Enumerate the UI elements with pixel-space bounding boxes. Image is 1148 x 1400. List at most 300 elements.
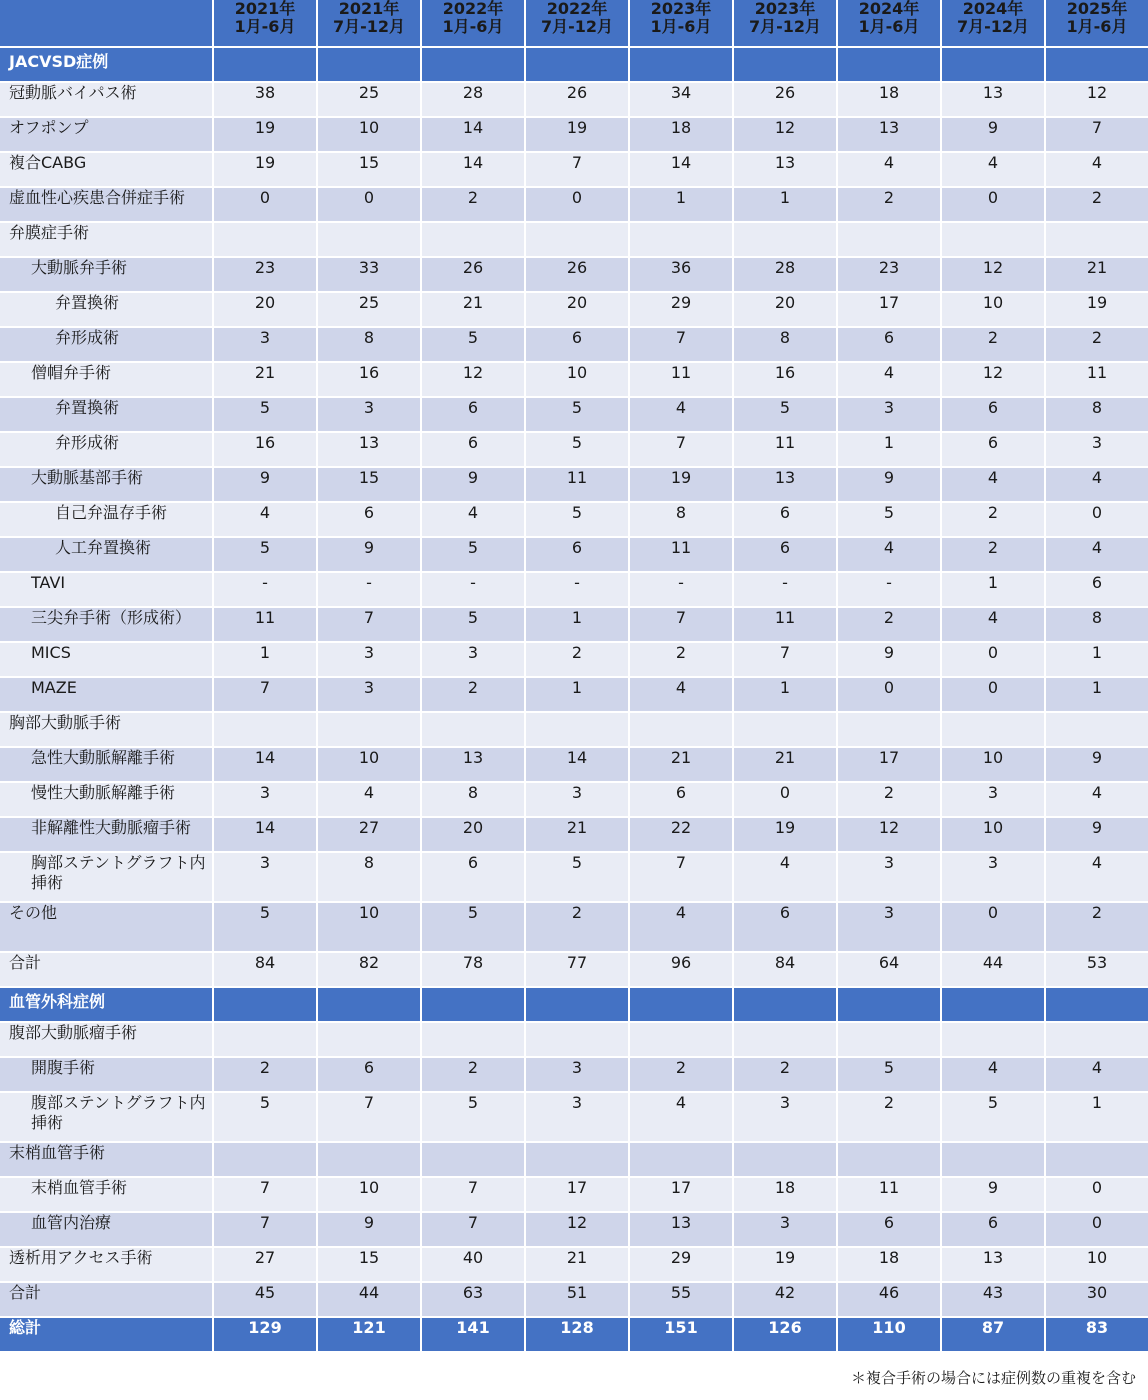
value-cell: 11 (214, 608, 316, 641)
period-header (1046, 0, 1148, 46)
table-row (0, 363, 1148, 396)
value-cell: 7 (734, 643, 836, 676)
value-cell: 27 (318, 818, 420, 851)
row-label: 大動脈弁手術 (0, 258, 212, 291)
section-header-cell (838, 48, 940, 81)
section-header-cell (318, 48, 420, 81)
value-cell: 4 (942, 1058, 1044, 1091)
value-cell: 96 (630, 953, 732, 986)
value-cell: 3 (526, 1058, 628, 1091)
value-cell: 4 (942, 468, 1044, 501)
value-cell: 55 (630, 1283, 732, 1316)
value-cell: 15 (318, 1248, 420, 1281)
value-cell: 9 (1046, 748, 1148, 781)
value-cell: 20 (214, 293, 316, 326)
section-header-jacvsd (0, 48, 1148, 81)
value-cell: 9 (838, 468, 940, 501)
grand-total-label: 総計 (0, 1318, 212, 1351)
value-cell (942, 1143, 1044, 1176)
row-label: 弁形成術 (0, 328, 212, 361)
table-row (0, 468, 1148, 501)
value-cell: 23 (214, 258, 316, 291)
value-cell: 13 (630, 1213, 732, 1246)
section-title: JACVSD症例 (0, 48, 212, 81)
value-cell: 6 (422, 398, 524, 431)
value-cell: 25 (318, 293, 420, 326)
value-cell: 11 (734, 608, 836, 641)
value-cell (838, 223, 940, 256)
value-cell: 12 (422, 363, 524, 396)
value-cell: 26 (734, 83, 836, 116)
value-cell: 13 (734, 153, 836, 186)
value-cell: - (630, 573, 732, 606)
period-year: 2024年 (962, 0, 1024, 18)
table-row (0, 713, 1148, 746)
section-header-cell (734, 988, 836, 1021)
row-label: 胸部ステントグラフト内挿術 (0, 853, 212, 901)
section-header-cell (942, 48, 1044, 81)
value-cell: 46 (838, 1283, 940, 1316)
value-cell: 13 (422, 748, 524, 781)
value-cell: 26 (422, 258, 524, 291)
row-label: その他 (0, 903, 212, 951)
value-cell: 16 (214, 433, 316, 466)
value-cell: 21 (526, 1248, 628, 1281)
value-cell (838, 713, 940, 746)
value-cell (422, 223, 524, 256)
section-header-cell (1046, 988, 1148, 1021)
value-cell: 18 (630, 118, 732, 151)
value-cell: 7 (1046, 118, 1148, 151)
section-title: 血管外科症例 (0, 988, 212, 1021)
value-cell: 0 (942, 678, 1044, 711)
value-cell: 2 (526, 903, 628, 951)
value-cell: 33 (318, 258, 420, 291)
row-label: 弁形成術 (0, 433, 212, 466)
value-cell: 28 (422, 83, 524, 116)
value-cell: 63 (422, 1283, 524, 1316)
value-cell: 16 (734, 363, 836, 396)
value-cell: 2 (838, 783, 940, 816)
value-cell: 4 (838, 363, 940, 396)
row-label: 胸部大動脈手術 (0, 713, 212, 746)
value-cell: 7 (526, 153, 628, 186)
value-cell: 2 (1046, 188, 1148, 221)
value-cell: - (838, 573, 940, 606)
grand-total-cell: 110 (838, 1318, 940, 1351)
value-cell: 21 (422, 293, 524, 326)
value-cell: 4 (1046, 1058, 1148, 1091)
value-cell (422, 1023, 524, 1056)
row-label: 冠動脈バイパス術 (0, 83, 212, 116)
value-cell: 4 (630, 398, 732, 431)
value-cell: 6 (838, 328, 940, 361)
value-cell: 2 (1046, 903, 1148, 951)
period-months: 7月-12月 (956, 17, 1030, 36)
table-row (0, 258, 1148, 291)
table-row (0, 1143, 1148, 1176)
header-corner (0, 0, 212, 46)
value-cell: 10 (1046, 1248, 1148, 1281)
table-row (0, 953, 1148, 986)
value-cell: 7 (214, 1178, 316, 1211)
section-header-cell (422, 48, 524, 81)
value-cell: 5 (526, 433, 628, 466)
value-cell: 18 (838, 83, 940, 116)
table-row (0, 1058, 1148, 1091)
period-months: 7月-12月 (540, 17, 614, 36)
row-label: TAVI (0, 573, 212, 606)
value-cell: 19 (526, 118, 628, 151)
value-cell (1046, 1143, 1148, 1176)
value-cell: 26 (526, 258, 628, 291)
footnote: ＊複合手術の場合には症例数の重複を含む (850, 1369, 1136, 1387)
value-cell: 17 (526, 1178, 628, 1211)
period-header (214, 0, 316, 46)
value-cell: 14 (214, 748, 316, 781)
value-cell (734, 1023, 836, 1056)
period-year: 2022年 (546, 0, 608, 18)
value-cell: 3 (214, 783, 316, 816)
value-cell: 21 (630, 748, 732, 781)
row-label: 透析用アクセス手術 (0, 1248, 212, 1281)
value-cell: 11 (838, 1178, 940, 1211)
row-label: 虚血性心疾患合併症手術 (0, 188, 212, 221)
row-label: 弁置換術 (0, 398, 212, 431)
value-cell (214, 1143, 316, 1176)
value-cell: 2 (214, 1058, 316, 1091)
value-cell: 3 (838, 853, 940, 901)
value-cell: 8 (422, 783, 524, 816)
value-cell: 6 (734, 903, 836, 951)
grand-total-cell: 151 (630, 1318, 732, 1351)
section-header-cell (318, 988, 420, 1021)
value-cell: 2 (422, 1058, 524, 1091)
table-row (0, 433, 1148, 466)
value-cell: 64 (838, 953, 940, 986)
value-cell: 0 (942, 903, 1044, 951)
table-row (0, 783, 1148, 816)
value-cell: 11 (526, 468, 628, 501)
value-cell: 84 (734, 953, 836, 986)
value-cell: 12 (734, 118, 836, 151)
section-header-cell (422, 988, 524, 1021)
value-cell (942, 1023, 1044, 1056)
value-cell: 30 (1046, 1283, 1148, 1316)
value-cell: 0 (838, 678, 940, 711)
value-cell: 5 (214, 903, 316, 951)
value-cell (838, 1143, 940, 1176)
table-row (0, 1093, 1148, 1141)
value-cell: 10 (942, 293, 1044, 326)
value-cell: 42 (734, 1283, 836, 1316)
value-cell: 11 (734, 433, 836, 466)
table-row (0, 678, 1148, 711)
value-cell (526, 713, 628, 746)
row-label: 自己弁温存手術 (0, 503, 212, 536)
value-cell: 18 (838, 1248, 940, 1281)
value-cell: 19 (630, 468, 732, 501)
table-row (0, 573, 1148, 606)
grand-total-cell: 129 (214, 1318, 316, 1351)
value-cell: 5 (838, 503, 940, 536)
value-cell (942, 223, 1044, 256)
row-label: 弁置換術 (0, 293, 212, 326)
value-cell: 20 (422, 818, 524, 851)
grand-total-cell: 128 (526, 1318, 628, 1351)
value-cell: 11 (630, 538, 732, 571)
value-cell: 28 (734, 258, 836, 291)
value-cell: 13 (942, 83, 1044, 116)
value-cell: 53 (1046, 953, 1148, 986)
value-cell (318, 1023, 420, 1056)
value-cell: 4 (942, 153, 1044, 186)
value-cell (214, 1023, 316, 1056)
value-cell: 3 (422, 643, 524, 676)
table-row (0, 748, 1148, 781)
value-cell: 5 (214, 398, 316, 431)
value-cell: 6 (422, 853, 524, 901)
row-label: 腹部ステントグラフト内挿術 (0, 1093, 212, 1141)
value-cell: 9 (838, 643, 940, 676)
value-cell: 25 (318, 83, 420, 116)
value-cell: 16 (318, 363, 420, 396)
row-label: 複合CABG (0, 153, 212, 186)
grand-total-cell: 87 (942, 1318, 1044, 1351)
value-cell: 2 (942, 328, 1044, 361)
value-cell: 7 (318, 608, 420, 641)
value-cell: 5 (942, 1093, 1044, 1141)
value-cell: 2 (630, 1058, 732, 1091)
value-cell: 27 (214, 1248, 316, 1281)
value-cell: 2 (630, 643, 732, 676)
value-cell: 38 (214, 83, 316, 116)
value-cell: 12 (942, 258, 1044, 291)
value-cell: 7 (630, 853, 732, 901)
value-cell: 17 (630, 1178, 732, 1211)
value-cell: 1 (630, 188, 732, 221)
table-row (0, 853, 1148, 901)
value-cell: 2 (838, 608, 940, 641)
section-header-cell (838, 988, 940, 1021)
value-cell: 5 (838, 1058, 940, 1091)
row-label: 大動脈基部手術 (0, 468, 212, 501)
value-cell: 1 (214, 643, 316, 676)
value-cell: 7 (422, 1178, 524, 1211)
value-cell: 0 (318, 188, 420, 221)
period-header (526, 0, 628, 46)
value-cell: 1 (1046, 678, 1148, 711)
value-cell: 9 (318, 538, 420, 571)
value-cell: 2 (422, 188, 524, 221)
period-header (838, 0, 940, 46)
value-cell: - (318, 573, 420, 606)
value-cell: 4 (422, 503, 524, 536)
value-cell: 3 (526, 783, 628, 816)
value-cell: 3 (942, 783, 1044, 816)
value-cell: 5 (422, 538, 524, 571)
value-cell: 2 (838, 188, 940, 221)
value-cell: 14 (630, 153, 732, 186)
section-header-vascular (0, 988, 1148, 1021)
value-cell (734, 223, 836, 256)
table-row (0, 83, 1148, 116)
value-cell: 84 (214, 953, 316, 986)
row-label: 弁膜症手術 (0, 223, 212, 256)
value-cell: 23 (838, 258, 940, 291)
value-cell: 1 (526, 608, 628, 641)
row-label: MAZE (0, 678, 212, 711)
row-label: 僧帽弁手術 (0, 363, 212, 396)
value-cell: 21 (1046, 258, 1148, 291)
section-header-cell (526, 988, 628, 1021)
value-cell: 0 (1046, 1213, 1148, 1246)
value-cell (422, 713, 524, 746)
value-cell: 19 (214, 153, 316, 186)
table-row (0, 293, 1148, 326)
grand-total-row (0, 1318, 1148, 1351)
value-cell: 17 (838, 748, 940, 781)
period-months: 1月-6月 (858, 17, 920, 36)
row-label: 腹部大動脈瘤手術 (0, 1023, 212, 1056)
value-cell: 8 (1046, 608, 1148, 641)
value-cell: 6 (838, 1213, 940, 1246)
value-cell (630, 1023, 732, 1056)
value-cell: 4 (318, 783, 420, 816)
value-cell: 8 (318, 853, 420, 901)
period-header (734, 0, 836, 46)
value-cell: 12 (942, 363, 1044, 396)
table-row (0, 1248, 1148, 1281)
value-cell: 3 (942, 853, 1044, 901)
value-cell: 4 (1046, 783, 1148, 816)
value-cell: 3 (526, 1093, 628, 1141)
value-cell: 5 (526, 503, 628, 536)
value-cell: 5 (422, 1093, 524, 1141)
period-months: 7月-12月 (332, 17, 406, 36)
value-cell: 8 (318, 328, 420, 361)
value-cell: 10 (318, 1178, 420, 1211)
value-cell: 43 (942, 1283, 1044, 1316)
table-row (0, 1023, 1148, 1056)
value-cell: 11 (1046, 363, 1148, 396)
value-cell: 78 (422, 953, 524, 986)
value-cell (526, 223, 628, 256)
value-cell: 5 (214, 538, 316, 571)
value-cell: 9 (942, 1178, 1044, 1211)
period-header (942, 0, 1044, 46)
row-label: 合計 (0, 953, 212, 986)
value-cell: 6 (318, 1058, 420, 1091)
period-year: 2024年 (858, 0, 920, 18)
value-cell: 12 (526, 1213, 628, 1246)
value-cell: 6 (318, 503, 420, 536)
value-cell: 6 (526, 328, 628, 361)
value-cell: 7 (422, 1213, 524, 1246)
value-cell: 44 (318, 1283, 420, 1316)
value-cell: 0 (734, 783, 836, 816)
value-cell: 14 (422, 153, 524, 186)
value-cell: 6 (942, 398, 1044, 431)
value-cell: 1 (734, 678, 836, 711)
period-year: 2023年 (754, 0, 816, 18)
value-cell (630, 1143, 732, 1176)
value-cell (1046, 713, 1148, 746)
value-cell: 12 (838, 818, 940, 851)
value-cell: 6 (942, 1213, 1044, 1246)
period-months: 7月-12月 (748, 17, 822, 36)
period-year: 2021年 (234, 0, 296, 18)
value-cell: 6 (734, 538, 836, 571)
period-year: 2025年 (1066, 0, 1128, 18)
value-cell: 7 (214, 678, 316, 711)
row-label: 人工弁置換術 (0, 538, 212, 571)
grand-total-cell: 141 (422, 1318, 524, 1351)
value-cell: 0 (526, 188, 628, 221)
value-cell: 0 (942, 643, 1044, 676)
value-cell: 4 (942, 608, 1044, 641)
value-cell: 4 (630, 903, 732, 951)
value-cell: 19 (734, 818, 836, 851)
value-cell: 19 (734, 1248, 836, 1281)
period-months: 1月-6月 (234, 17, 296, 36)
table-row (0, 1283, 1148, 1316)
row-label: 末梢血管手術 (0, 1143, 212, 1176)
value-cell: 12 (1046, 83, 1148, 116)
value-cell: 14 (214, 818, 316, 851)
table-row (0, 903, 1148, 951)
value-cell (1046, 1023, 1148, 1056)
value-cell: 1 (734, 188, 836, 221)
value-cell: 3 (318, 398, 420, 431)
value-cell: 9 (1046, 818, 1148, 851)
table-row (0, 1213, 1148, 1246)
value-cell: 51 (526, 1283, 628, 1316)
table-row (0, 818, 1148, 851)
table-row (0, 538, 1148, 571)
period-header (630, 0, 732, 46)
value-cell (526, 1143, 628, 1176)
row-label: 合計 (0, 1283, 212, 1316)
value-cell: 3 (318, 678, 420, 711)
section-header-cell (630, 988, 732, 1021)
value-cell: 1 (1046, 1093, 1148, 1141)
value-cell: 13 (318, 433, 420, 466)
value-cell: 10 (318, 748, 420, 781)
value-cell: - (422, 573, 524, 606)
value-cell (214, 713, 316, 746)
value-cell: 3 (734, 1093, 836, 1141)
value-cell: 8 (734, 328, 836, 361)
value-cell: 8 (1046, 398, 1148, 431)
value-cell: 4 (1046, 853, 1148, 901)
value-cell: 8 (630, 503, 732, 536)
value-cell: 2 (1046, 328, 1148, 361)
value-cell: 3 (838, 398, 940, 431)
row-label: 末梢血管手術 (0, 1178, 212, 1211)
row-label: 急性大動脈解離手術 (0, 748, 212, 781)
value-cell (318, 223, 420, 256)
value-cell: 3 (214, 328, 316, 361)
value-cell: 7 (630, 608, 732, 641)
value-cell: 6 (526, 538, 628, 571)
value-cell: 2 (838, 1093, 940, 1141)
value-cell: 5 (214, 1093, 316, 1141)
value-cell (734, 1143, 836, 1176)
grand-total-cell: 83 (1046, 1318, 1148, 1351)
value-cell: 21 (734, 748, 836, 781)
table-row (0, 153, 1148, 186)
